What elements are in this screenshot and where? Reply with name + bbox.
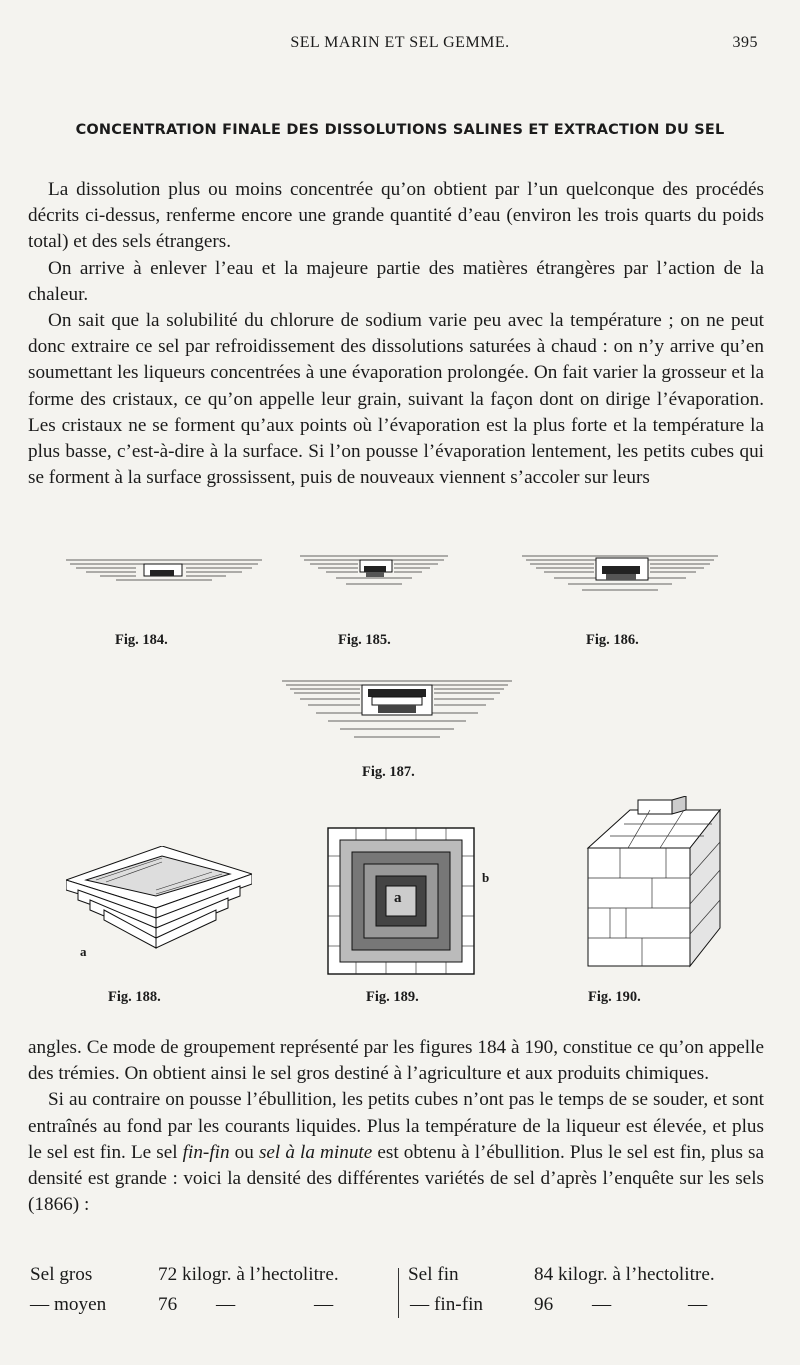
paragraph: On arrive à enlever l’eau et la majeure partie des matières étrangères par l’action de la chaleur. xyxy=(28,257,764,305)
running-head-title: SEL MARIN ET SEL GEMME. xyxy=(290,34,510,51)
density-name: Sel fin xyxy=(408,1264,459,1285)
density-value: 96 xyxy=(534,1294,554,1315)
paragraph: On sait que la solubilité du chlorure de sodium varie peu avec la température ; on ne peut donc extraire ce sel par refroidissement des dissolutions saturées à chaud : on n’y arrive qu’en soumettant les liqueurs concentrées à une évaporation prolongée. On fait varier la grosseur et la forme des cristaux, ce qu’on appelle leur grain, suivant la façon dont on dirige l’évaporation. Les cristaux ne se forment qu’aux points où l’évaporation est la plus forte et la température la plus basse, c’est-à-dire à la surface. Si l’on pousse l’évaporation lentement, les petits cubes qui se forment à la surface grossissent, puis de nouveaux viennent s’accoler sur leurs xyxy=(28,310,764,489)
paragraph-part: Si au contraire on pousse l’ébullition, les petits cubes n’ont pas le temps de se souder, et sont entraînés au fond par les courants liquides. Plus la température de la liqueur est élevée, et plus le sel est fin. Le sel xyxy=(28,1089,764,1163)
figure-188-drawing xyxy=(66,846,252,964)
text-block-after-figures xyxy=(28,1035,764,1218)
paragraph-part: est obtenu à l’ébullition. Plus le sel est fin, plus sa densité est grande : voici la densité des différentes variétés de sel d’après l’enquête sur les sels (1866) : xyxy=(28,1141,764,1216)
figure-190-drawing xyxy=(580,796,722,968)
density-name: — moyen xyxy=(30,1294,107,1315)
paragraph: La dissolution plus ou moins concentrée qu’on obtient par l’un quelconque des procédés décrits ci-dessus, renferme encore une grande quantité d’eau (environ les trois quarts du poids total) et des sels étrangers. xyxy=(28,179,764,253)
ditto-mark: — xyxy=(216,1294,236,1315)
density-name: Sel gros xyxy=(30,1264,93,1285)
density-table xyxy=(28,1264,764,1324)
emphasis-fin-fin: fin-fin xyxy=(182,1141,230,1163)
paragraph-part: ou xyxy=(229,1141,259,1163)
figure-189-label-b: b xyxy=(482,870,490,885)
text-block-before-figures xyxy=(28,177,764,491)
figure-187-caption: Fig. 187. xyxy=(362,764,415,780)
table-column-separator xyxy=(398,1268,399,1318)
density-value: 76 xyxy=(158,1294,178,1315)
ditto-mark: — xyxy=(314,1294,334,1315)
density-value: 72 kilogr. à l’hectolitre. xyxy=(158,1264,339,1285)
figure-190-caption: Fig. 190. xyxy=(588,989,641,1005)
paragraph xyxy=(28,1087,764,1218)
section-title: CONCENTRATION FINALE DES DISSOLUTIONS SALINES ET EXTRACTION DU SEL xyxy=(75,122,725,138)
ditto-mark: — xyxy=(592,1294,612,1315)
figure-189-drawing xyxy=(326,826,492,976)
density-name: — fin-fin xyxy=(410,1294,484,1315)
figure-186-caption: Fig. 186. xyxy=(586,632,639,648)
figure-189-caption: Fig. 189. xyxy=(366,989,419,1005)
figure-186-drawing xyxy=(522,552,718,598)
running-head xyxy=(0,34,800,56)
ditto-mark: — xyxy=(688,1294,708,1315)
figure-189-label-a: a xyxy=(394,890,402,906)
figure-184-drawing xyxy=(66,556,262,586)
page-number: 395 xyxy=(732,34,758,51)
figure-184-caption: Fig. 184. xyxy=(115,632,168,648)
figure-187-drawing xyxy=(282,675,512,745)
figure-185-caption: Fig. 185. xyxy=(338,632,391,648)
figure-188-label-a: a xyxy=(80,944,87,959)
density-value: 84 kilogr. à l’hectolitre. xyxy=(534,1264,715,1285)
emphasis-sel-a-la-minute: sel à la minute xyxy=(258,1141,373,1163)
paragraph: angles. Ce mode de groupement représenté par les figures 184 à 190, constitue ce qu’on appelle des trémies. On obtient ainsi le sel gros destiné à l’agriculture et aux produits chimiques. xyxy=(28,1037,764,1085)
figure-185-drawing xyxy=(300,550,448,592)
figure-188-caption: Fig. 188. xyxy=(108,989,161,1005)
